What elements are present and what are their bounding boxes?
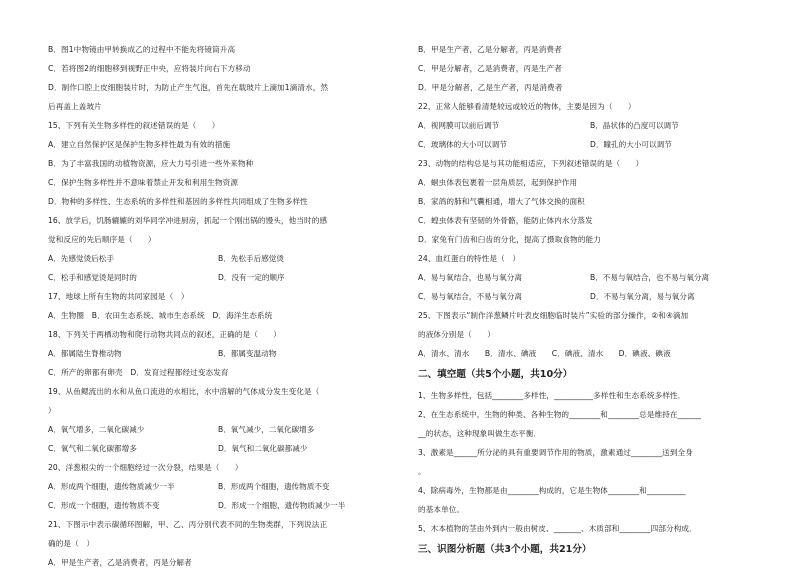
text-line: C．若将图2的细胞移到视野正中央，应将装片向右下方移动 <box>48 64 251 73</box>
text-line: D．物种的多样性、生态系统的多样性和基因的多样性共同组成了生物多样性 <box>48 197 308 206</box>
option-a: C．松手和感觉烫是同时的 <box>48 273 137 282</box>
option-a: A．形成两个细胞，遗传物质减少一半 <box>48 482 175 491</box>
option-b: B．氧气减少，二氧化碳增多 <box>218 425 315 434</box>
text-line: B．为了丰富我国的动植物资源，应大力号引进一些外来物种 <box>48 159 254 168</box>
option-row <box>48 344 388 363</box>
text-line: 后再盖上盖玻片 <box>48 102 102 111</box>
text-line: 19、从鱼鳃流出的水和从鱼口流进的水相比，水中溶解的气体成分发生变化是（ <box>48 387 320 396</box>
option-b: B．都属变温动物 <box>218 349 277 358</box>
option-row <box>418 135 762 154</box>
option-row <box>418 287 762 306</box>
option-a: A．易与氧结合，也易与氧分离 <box>418 273 522 282</box>
text-line: 3、激素是______所分泌的具有重要调节作用的物质，激素通过________送到全身 <box>418 448 693 457</box>
text-line: 4、除病毒外，生物都是由________构成的，它是生物体________和__________ <box>418 486 686 495</box>
option-b: D．不易与氧分离，易与氧分离 <box>590 292 695 301</box>
option-a: C．易与氧结合，不易与氧分离 <box>418 292 523 301</box>
text-line: D．家兔有门齿和臼齿的分化，提高了摄取食物的能力 <box>418 235 601 244</box>
option-a: A．氧气增多，二氧化碳减少 <box>48 425 145 434</box>
option-a: A．先感觉烫后松手 <box>48 254 114 263</box>
section-heading: 三、识图分析题（共3个小题，共21分） <box>418 544 592 555</box>
text-line: __的状态，这种现象叫做生态平衡． <box>418 429 542 438</box>
text-line: 20、洋葱根尖的一个细胞经过一次分裂，结果是（ ） <box>48 463 243 472</box>
text-line: B．甲是生产者，乙是分解者，丙是消费者 <box>418 45 562 54</box>
option-b: D．没有一定的顺序 <box>218 273 285 282</box>
text-line: D．甲是分解者，乙是生产者，丙是消费者 <box>418 83 563 92</box>
text-line: 24、血红蛋白的特性是（ ） <box>418 254 521 263</box>
option-row <box>48 477 388 496</box>
text-line: D．制作口腔上皮细胞装片时，为防止产生气泡，首先在载玻片上滴加1滴清水，然 <box>48 83 329 92</box>
option-b: B．不易与氧结合，也不易与氧分离 <box>590 273 710 282</box>
text-line: 25、下图表示“制作洋葱鳞片叶表皮细胞临时装片”实验的部分操作，②和④滴加 <box>418 311 689 320</box>
text-line: 2、在生态系统中，生物的种类、各种生物的________和________总是维持在______ <box>418 410 702 419</box>
text-line: B．图1中物镜由甲转换成乙的过程中不能先将镜筒升高 <box>48 45 236 54</box>
right-column <box>418 40 762 561</box>
option-row <box>418 268 762 287</box>
text-line: 22、正常人能够看清楚较远或较近的物体，主要是因为（ ） <box>418 102 636 111</box>
option-row <box>48 439 388 458</box>
text-line: A．建立自然保护区是保护生物多样性最为有效的措施 <box>48 140 231 149</box>
text-line: 23、动物的结构总是与其功能相适应，下列叙述错误的是（ ） <box>418 159 644 168</box>
text-line: 21、下图示中表示碳循环图解，甲、乙、丙分别代表不同的生物类群，下列说法正 <box>48 520 328 529</box>
option-b: D．氧气和二氧化碳都减少 <box>218 444 308 453</box>
option-a: C．形成一个细胞，遗传物质不变 <box>48 501 160 510</box>
text-line: 觉和反应的先后顺序是（ ） <box>48 235 156 244</box>
text-line: 15、下列有关生物多样性的叙述错误的是（ ） <box>48 121 220 130</box>
option-row <box>418 116 762 135</box>
option-a: A．都属陆生脊椎动物 <box>48 349 122 358</box>
text-line: C．蝗虫体表有坚韧的外骨骼，能防止体内水分蒸发 <box>418 216 593 225</box>
text-line: 5、木本植物的茎由外到内一般由树皮、_______、木质部和________四部分构成． <box>418 524 697 533</box>
text-line: C．保护生物多样性并不意味着禁止开发和利用生物资源 <box>48 178 239 187</box>
text-line: 。 <box>418 467 426 476</box>
option-b: B．先松手后感觉烫 <box>218 254 284 263</box>
text-line: ） <box>48 406 56 415</box>
option-a: A．视网膜可以前后调节 <box>418 121 500 130</box>
text-line: 17、地球上所有生物的共同家园是（ ） <box>48 292 189 301</box>
text-line: B．家鸽的肺和气囊相通，增大了气体交换的面积 <box>418 197 585 206</box>
text-line: A．甲是生产者，乙是消费者，丙是分解者 <box>48 558 192 567</box>
text-line: A．清水、清水 B．清水、碘液 C．碘液、清水 D．碘液、碘液 <box>418 349 671 358</box>
text-line: 的液体分别是（ ） <box>418 330 495 339</box>
option-b: B．形成两个细胞，遗传物质不变 <box>218 482 330 491</box>
text-line: A．蛔虫体表包裹着一层角质层，起到保护作用 <box>418 178 578 187</box>
text-line: 1、生物多样性，包括________多样性，__________多样性和生态系统多样性． <box>418 391 686 400</box>
option-row <box>48 268 388 287</box>
section-heading: 二、填空题（共5个小题，共10分） <box>418 369 573 380</box>
text-line: 的基本单位。 <box>418 505 465 514</box>
text-line: 16、放学后，饥肠辘辘的刘华同学冲进厨房，抓起一个刚出锅的馒头，他当时的感 <box>48 216 328 225</box>
text-line: 18、下列关于两栖动物和爬行动物共同点的叙述，正确的是（ ） <box>48 330 281 339</box>
option-row <box>48 496 388 515</box>
option-row <box>48 420 388 439</box>
text-line: A．生物圈 B．农田生态系统、城市生态系统 D．海洋生态系统 <box>48 311 273 320</box>
text-line: C．甲是分解者，乙是消费者，丙是生产者 <box>418 64 562 73</box>
option-row <box>48 249 388 268</box>
option-a: C．玻璃体的大小可以调节 <box>418 140 507 149</box>
option-a: C．氧气和二氧化碳都增多 <box>48 444 137 453</box>
left-column <box>48 40 388 572</box>
option-b: D．形成一个细胞，遗传物质减少一半 <box>218 501 346 510</box>
option-b: B．晶状体的凸度可以调节 <box>590 121 679 130</box>
text-line: 确的是（ ） <box>48 539 95 548</box>
text-line: C．所产的卵都有卵壳 D．发育过程都经过变态发育 <box>48 368 229 377</box>
option-b: D．瞳孔的大小可以调节 <box>590 140 672 149</box>
